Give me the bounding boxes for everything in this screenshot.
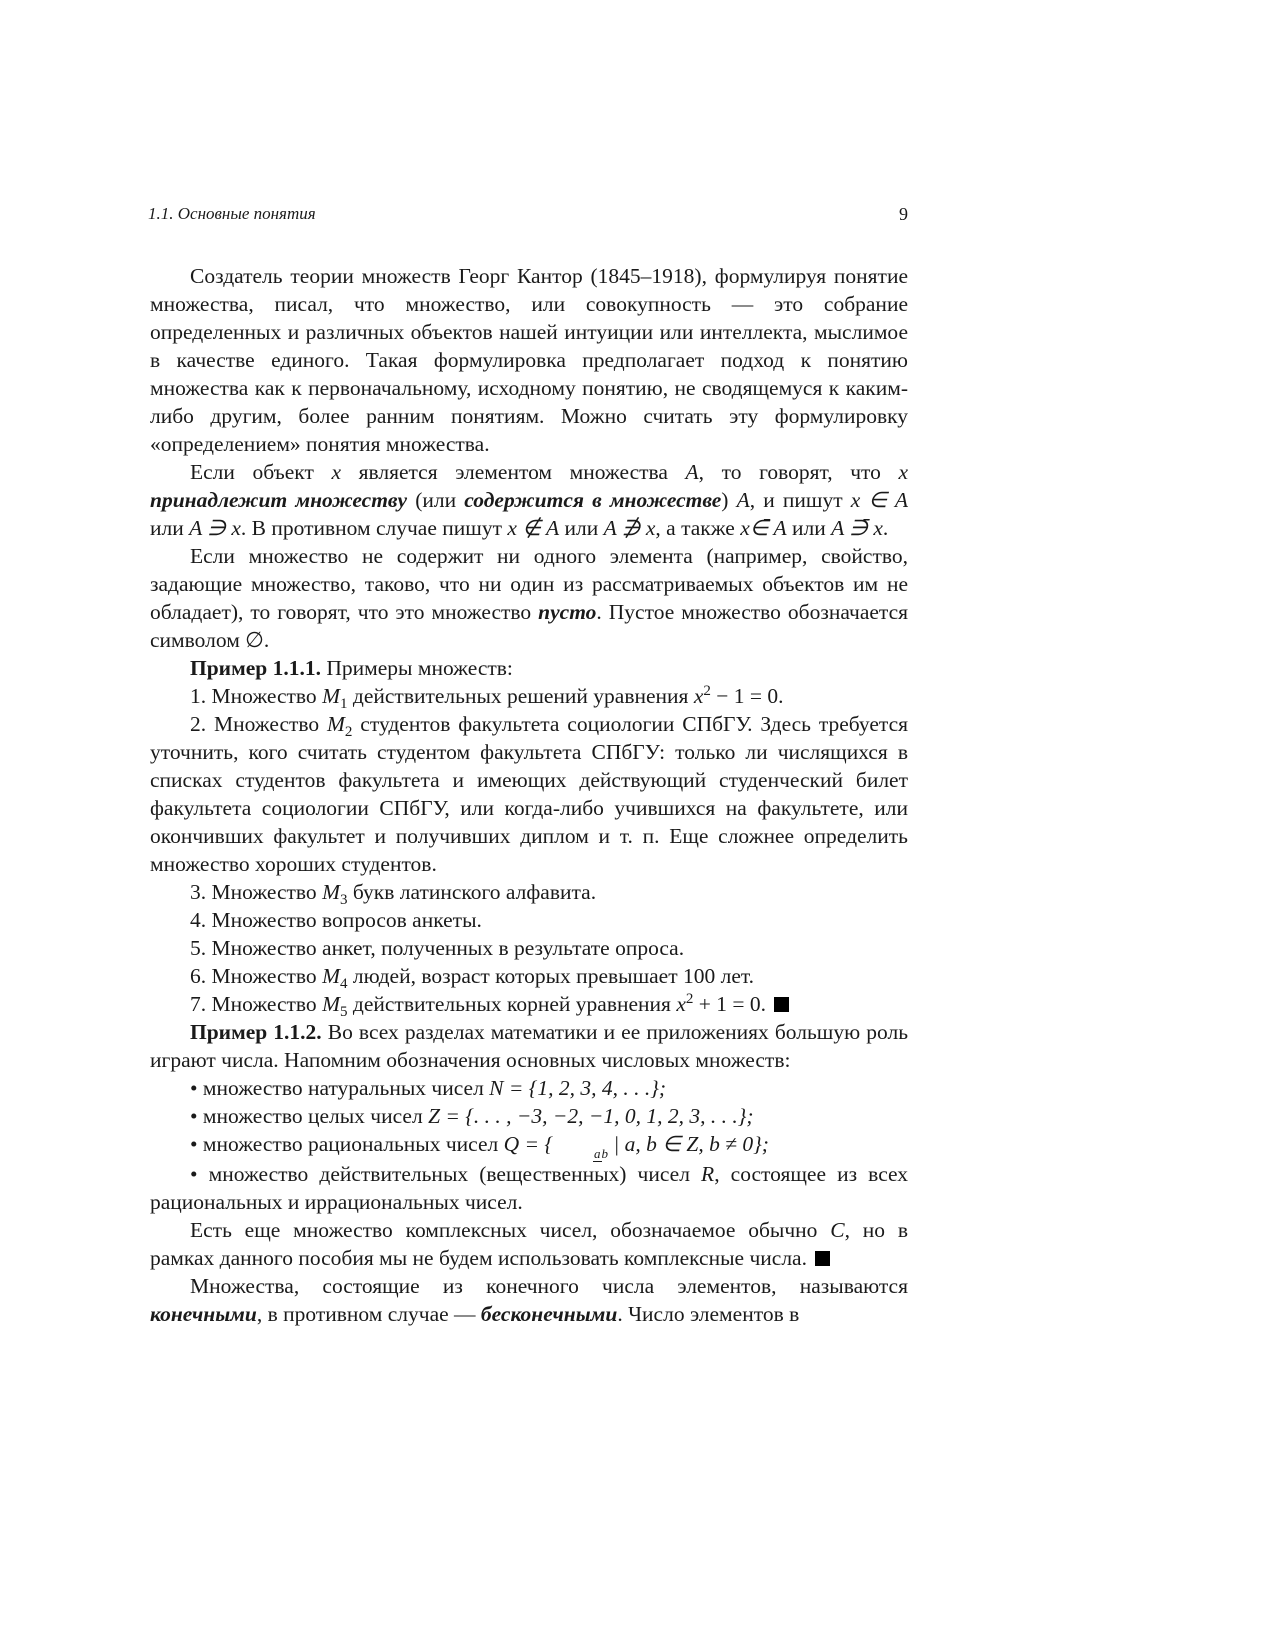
list-item: 5. Множество анкет, полученных в результате опроса. (190, 936, 685, 960)
list-item: • множество натуральных чисел N = {1, 2, 3, 4, . . .}; (190, 1076, 667, 1100)
example-2-label: Пример 1.1.2. (190, 1020, 322, 1044)
list-item: 6. Множество $M_4$ людей, возраст которых превышает 100 лет. (190, 964, 755, 992)
term-empty: пусто (538, 600, 597, 624)
term-contained: содержится в множестве (464, 488, 722, 512)
paragraph-finite-infinite: Множества, состоящие из конечного числа элементов, называются конечными, в противном случае — бесконечными. Число элементов в (150, 1274, 908, 1326)
list-item: • множество действительных (вещественных) чисел R, состоящее из всех рациональных и иррациональных чисел. (150, 1162, 909, 1214)
paragraph-complex-numbers: Есть еще множество комплексных чисел, обозначаемое обычно C, но в рамках данного пособия мы не будем использовать комплексные числа. (150, 1218, 908, 1270)
math-x-notin-a: x ∉ A (507, 516, 560, 540)
page-number: 9 (899, 204, 908, 224)
list-item: • множество целых чисел Z = {. . . , −3, −2, −1, 0, 1, 2, 3, . . .}; (190, 1104, 754, 1128)
section-title: 1.1. Основные понятия (148, 204, 316, 223)
page-body (150, 262, 908, 1328)
bullet-icon: • (190, 1162, 198, 1186)
math-a-bar-ni-x: A ∋̄ x (831, 516, 883, 540)
running-header (148, 204, 908, 228)
example-1-label: Пример 1.1.1. (190, 656, 321, 680)
math-a-ni-x: A ∋ x (189, 516, 241, 540)
list-item: 7. Множество $M_5$ действительных корней уравнения $x^2 + 1 = 0$. (150, 990, 908, 1018)
list-item: 4. Множество вопросов анкеты. (190, 908, 482, 932)
term-belongs: принадлежит множеству (150, 488, 408, 512)
qed-square-icon (815, 1251, 830, 1266)
paragraph-membership: Если объект x является элементом множества A, то говорят, что x принадлежит множеству (или содержится в множестве) A, и пишут x ∈ A или A ∋ x. В противном случае пишут x ∉ A или A ∌ x, а также x∈̄ A или A ∋̄ x. (150, 460, 909, 540)
example-1-heading: Пример 1.1.1. Примеры множеств: (190, 656, 513, 680)
qed-square-icon (774, 997, 789, 1012)
list-item: 3. Множество $M_3$ букв латинского алфавита. (190, 880, 597, 908)
math-x-in-a: x ∈ A (850, 488, 909, 512)
list-item: 1. Множество $M_1$ действительных решений уравнения $x^2 - 1 = 0$. (190, 683, 784, 712)
math-a-notni-x: A ∌ x (603, 516, 656, 540)
paragraph-empty-set: Если множество не содержит ни одного элемента (например, свойство, задающие множество, таково, что ни один из рассматриваемых объектов им не обладает), то говорят, что это множество пусто. Пустое множество обозначается символом ∅. (150, 544, 908, 652)
term-infinite: бесконечными (480, 1302, 618, 1326)
list-item: • множество рациональных чисел Q = { ab | a, b ∈ Z, b ≠ 0}; (190, 1132, 769, 1161)
bullet-icon: • (190, 1076, 198, 1100)
fraction-a-over-b: ab (594, 1146, 609, 1161)
term-finite: конечными (150, 1302, 257, 1326)
example-2-heading: Пример 1.1.2. Во всех разделах математики и ее приложениях большую роль играют числа. Напомним обозначения основных числовых множеств: (150, 1020, 908, 1072)
paragraph-cantor: Создатель теории множеств Георг Кантор (1845–1918), формулируя понятие множества, писал, что множество, или совокупность — это собрание определенных и различных объектов нашей интуиции или интеллекта, мыслимое в качестве единого. Такая формулировка предполагает подход к понятию множества как к первоначальному, исходному понятию, не сводящемуся к каким-либо другим, более ранним понятиям. Можно считать эту формулировку «определением» понятия множества. (150, 264, 908, 456)
math-x-bar-in-a: x∈̄ A (740, 516, 787, 540)
bullet-icon: • (190, 1104, 198, 1128)
list-item: 2. Множество $M_2$ студентов факультета социологии СПбГУ. Здесь требуется уточнить, кого считать студентом факультета СПбГУ: только ли числящихся в списках студентов факультета и имеющих действующий студенческий билет факультета социологии СПбГУ, или когда-либо учившихся на факультете, или окончивших факультет и получивших диплом и т. п. Еще сложнее определить множество хороших студентов. (150, 712, 909, 876)
bullet-icon: • (190, 1132, 198, 1156)
